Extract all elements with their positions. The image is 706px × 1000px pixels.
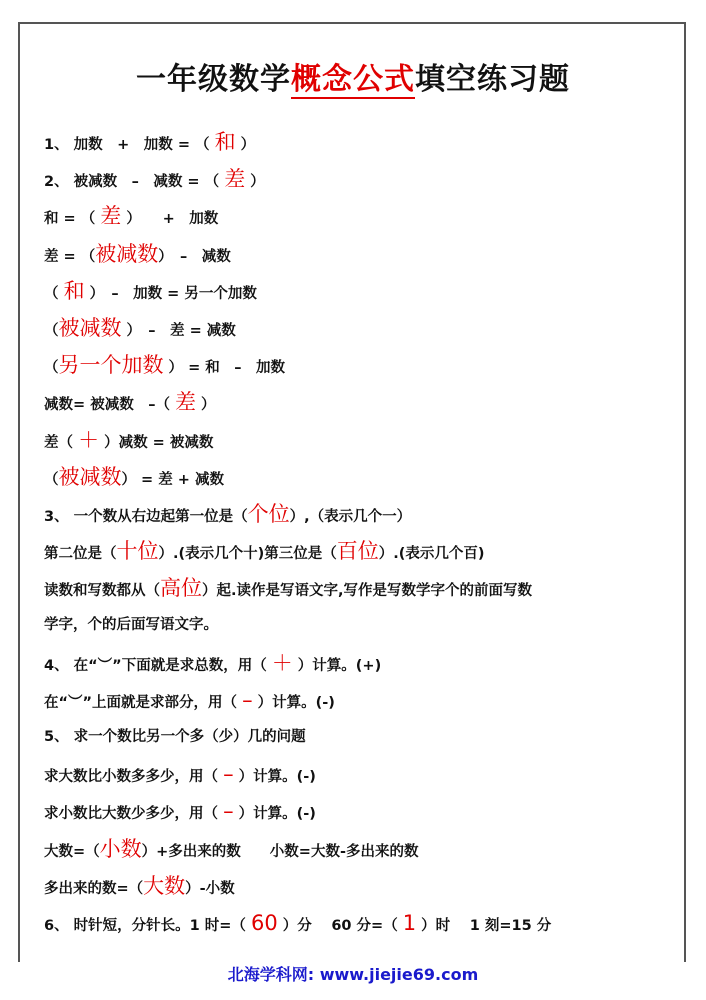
footer-watermark xyxy=(0,962,706,988)
exercise-line xyxy=(44,905,664,942)
question-text: ） = 和 – 加数 xyxy=(163,360,286,377)
answer-text: 被减数 xyxy=(95,241,159,266)
question-text: 5、 求一个数比另一个多（少）几的问题 xyxy=(44,729,306,745)
exercise-line xyxy=(44,831,664,868)
question-text: ） – 加数 = 另一个加数 xyxy=(84,285,257,302)
answer-text: – xyxy=(242,687,253,712)
exercise-line xyxy=(44,124,664,161)
question-text: ）时 1 刻=15 分 xyxy=(416,917,552,934)
question-text: ）计算。(-) xyxy=(252,694,335,711)
question-text: （ xyxy=(44,360,59,377)
exercise-line xyxy=(44,645,664,682)
question-text: 读数和写数都从（ xyxy=(44,583,160,600)
question-text: ）计算。(-) xyxy=(233,806,316,823)
question-text: 4、 在“︶”下面就是求总数，用（ xyxy=(44,657,272,674)
question-text: ）.(表示几个十)第三位是（ xyxy=(158,546,337,563)
exercise-line xyxy=(44,161,664,198)
question-text: ） xyxy=(196,397,216,414)
question-text: ） xyxy=(235,137,256,153)
exercise-line xyxy=(44,533,664,570)
answer-text: 大数 xyxy=(143,873,186,898)
question-text: ） = 差 + 减数 xyxy=(121,471,224,488)
question-text: ）.(表示几个百) xyxy=(378,546,485,563)
exercise-line xyxy=(44,570,664,607)
question-text: 第二位是（ xyxy=(44,546,117,563)
question-text: ）计算。(-) xyxy=(233,769,316,786)
exercise-list xyxy=(44,124,664,942)
question-text: 3、 一个数从右边起第一位是（ xyxy=(44,508,248,525)
exercise-line xyxy=(44,459,664,496)
exercise-line xyxy=(44,496,664,533)
question-text: ） – 减数 xyxy=(158,248,231,265)
question-text: 减数= 被减数 –（ xyxy=(44,397,175,414)
question-text: ）+多出来的数 小数=大数-多出来的数 xyxy=(141,843,419,860)
question-text: 求大数比小数多多少，用（ xyxy=(44,769,224,786)
exercise-line xyxy=(44,607,664,644)
exercise-line xyxy=(44,682,664,719)
answer-text: 被减数 xyxy=(58,315,122,340)
answer-text: 高位 xyxy=(160,576,202,601)
answer-text: – xyxy=(223,762,234,787)
exercise-line xyxy=(44,868,664,905)
exercise-line xyxy=(44,236,664,273)
exercise-line xyxy=(44,793,664,830)
answer-text: 差 xyxy=(175,390,196,415)
exercise-line xyxy=(44,310,664,347)
question-text: ）分 60 分=（ xyxy=(277,917,403,934)
question-text: ） + 加数 xyxy=(121,211,219,228)
answer-text: 差 xyxy=(100,204,122,229)
exercise-line xyxy=(44,422,664,459)
footer-text: 北海学科网: www.jiejie69.com xyxy=(222,965,485,984)
question-text: 多出来的数=（ xyxy=(44,880,144,897)
exercise-line xyxy=(44,347,664,384)
question-text: 求小数比大数少多少，用（ xyxy=(44,806,224,823)
answer-text: 百位 xyxy=(336,539,379,564)
question-text: ）计算。(+) xyxy=(292,657,382,674)
title-highlight: 概念公式 xyxy=(291,62,415,97)
answer-text: 小数 xyxy=(99,836,142,861)
answer-text: 和 xyxy=(214,130,236,154)
page-title xyxy=(0,54,706,98)
exercise-line xyxy=(44,273,664,310)
question-text: 在“︶”上面就是求部分，用（ xyxy=(44,694,243,711)
answer-text: 和 xyxy=(63,278,85,303)
exercise-line xyxy=(44,756,664,793)
exercise-line xyxy=(44,384,664,421)
question-text: ） xyxy=(245,174,265,191)
answer-text: 60 xyxy=(250,910,278,935)
question-text: 差 = （ xyxy=(44,248,96,265)
answer-text: 1 xyxy=(402,910,417,935)
answer-text: 十位 xyxy=(116,539,159,564)
answer-text: ＋ xyxy=(78,427,100,452)
question-text: 学字，个的后面写语文字。 xyxy=(44,617,218,634)
title-part: 填空练习题 xyxy=(415,62,570,97)
question-text: ）起.读作是写语文字,写作是写数学字个的前面写数 xyxy=(202,583,533,600)
question-text: 和 = （ xyxy=(44,211,101,228)
question-text: ）-小数 xyxy=(185,880,235,897)
question-text: ）,（表示几个一） xyxy=(289,508,412,525)
answer-text: ＋ xyxy=(271,650,293,675)
answer-text: 个位 xyxy=(247,501,290,526)
title-part: 一年级数学 xyxy=(136,62,291,97)
answer-text: 另一个加数 xyxy=(58,353,164,378)
question-text: （ xyxy=(44,322,59,339)
question-text: 1、 加数 + 加数 = （ xyxy=(44,137,215,153)
question-text: （ xyxy=(44,471,59,488)
question-text: （ xyxy=(44,285,64,302)
answer-text: 被减数 xyxy=(58,464,122,489)
question-text: 差（ xyxy=(44,434,79,451)
question-text: ）减数 = 被减数 xyxy=(99,434,214,451)
answer-text: 差 xyxy=(224,167,246,192)
question-text: 2、 被减数 – 减数 = （ xyxy=(44,174,225,191)
exercise-line xyxy=(44,198,664,235)
question-text: ） – 差 = 减数 xyxy=(121,322,236,339)
question-text: 大数=（ xyxy=(44,843,100,860)
question-text: 6、 时针短，分针长。1 时=（ xyxy=(44,917,251,934)
answer-text: – xyxy=(223,799,234,824)
exercise-line xyxy=(44,719,664,756)
